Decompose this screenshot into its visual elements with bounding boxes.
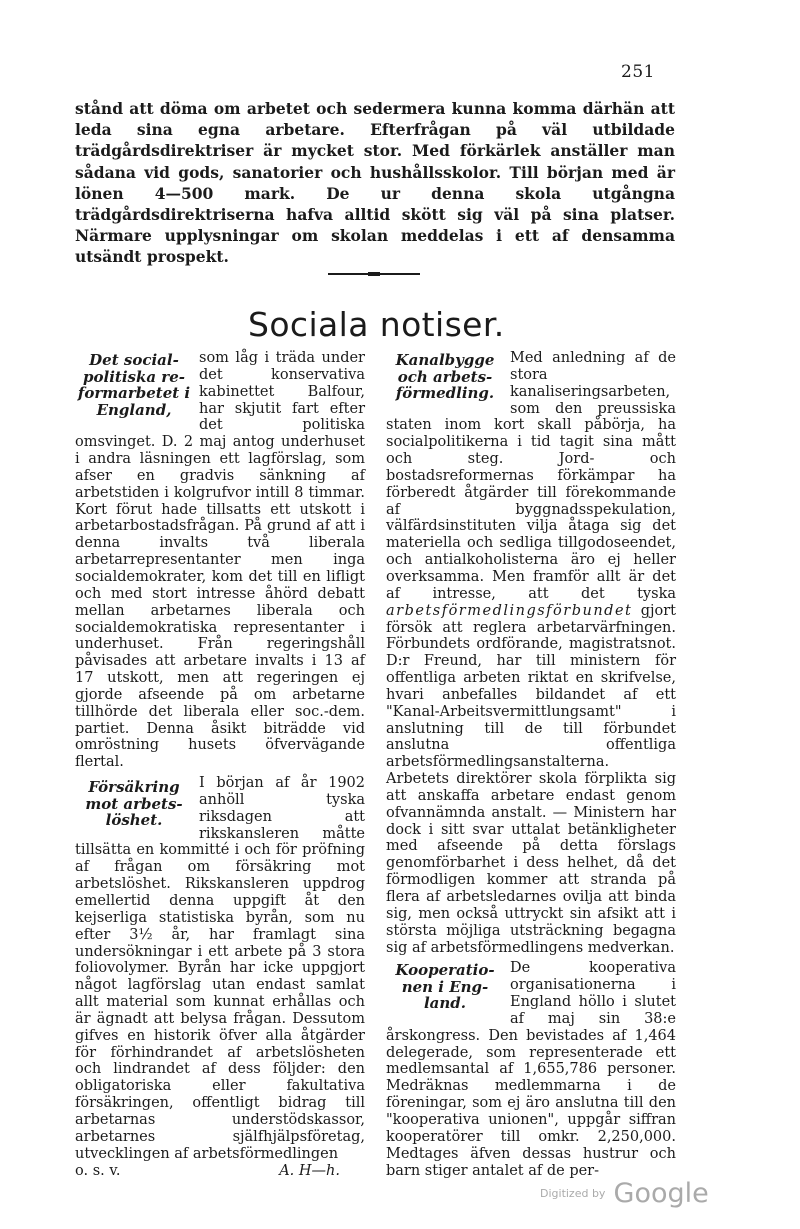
section-title: Sociala notiser.: [248, 305, 505, 344]
notice-unemployment-insurance: [75, 775, 365, 1179]
notice-canal-construction: [386, 350, 676, 956]
notice-text-end: gjort försök att reglera arbetarvärfningen. Förbundets ordförande, magistratsnot. D:r Freund, har till ministern för offentliga arbeten riktat en skrifvelse, hvari anbefalles bildandet af ett "Kanal-Arbeitsvermittlungsamt" i anslutning till de till förbundet anslutna offentliga arbetsförmedlingsanstalterna. Arbetets direktörer skola förplikta sig att anskaffa arbetare endast genom ofvannämnda anstalt. — Ministern har dock i sitt svar uttalat betänkligheter med afseende på detta förslags genomförbarhet i dess helhet, då det förmodligen kommer att stranda på flera af arbetsledarnes ovilja att binda sig, men också uttryckt sin afsikt att i största möjliga utsträckning begagna sig af arbetsförmedlingens medverkan.: [386, 602, 676, 956]
spaced-term: arbetsförmedlingsförbundet: [386, 602, 633, 619]
notice-signature-line: [75, 1163, 365, 1180]
notice-text: som låg i träda under det konservativa kabinettet Balfour, har skjutit fart efter det politiska omsvinget. D. 2 maj antog underhuset i andra läsningen ett lagförslag, som afser en gradvis sänkning af arbetstiden i kolgrufvor intill 8 timmar. Kort förut hade tillsatts ett utskott i arbetarbostadsfrågan. På grund af att i denna invalts två liberala arbetarrepresentanter men inga socialdemokrater, kom det till en lifligt och med stort intresse åhörd debatt mellan arbetarnes liberala och socialdemokratiska representanter i underhuset. Från regeringshåll påvisades att arbetare invalts i 13 af 17 utskott, men att regeringen ej gjorde afseende på om arbetarne tillhörde det liberala eller soc.-dem. partiet. Denna åsikt biträdde vid omröstning husets öfvervägande flertal.: [75, 350, 365, 771]
google-logo: Google: [613, 1178, 709, 1209]
section-divider: [328, 273, 420, 275]
page-number: 251: [621, 62, 655, 82]
left-column: [75, 350, 365, 1179]
digitization-watermark: [540, 1178, 709, 1209]
notice-text-start: Med anledning af de stora kanaliseringsarbeten, som den preussiska staten inom kort skall påbörja, ha socialpolitikerna i tid tagit sina mått och steg. Jord- och bostadsreformernas förkämpar ha förberedt åtgärder till förekommande af byggnadsspekulation, välfärdsinstituten vilja åtaga sig det materiella och sedliga tillgodoseendet, och antialkoholisterna äro ej heller overksamma. Men framför allt är det af intresse, att det tyska: [386, 350, 676, 602]
notice-social-reform: [75, 350, 365, 771]
notice-cooperation-england: [386, 960, 676, 1179]
digitized-label: Digitized by: [540, 1187, 606, 1200]
notice-text: I början af år 1902 anhöll tyska riksdagen att rikskansleren måtte tillsätta en kommitté i och för pröfning af frågan om försäkring mot arbetslöshet. Rikskansleren uppdrog emellertid denna uppgift åt den kejserliga statistiska byrån, som nu efter 3½ år, har framlagt sina undersökningar i ett arbete på 3 stora foliovolymer. Byrån har icke uppgjort något lagförslag utan endast samlat allt material som kunnat erhållas och är ägnadt att belysa frågan. Dessutom gifves en historik öfver alla åtgärder för förhindrandet af arbetslösheten och lindrandet af dess följder: den obligatoriska eller fakultativa försäkringen, offentligt bidrag till arbetarnas understödskassor, arbetarnes själfhjälpsföretag, utvecklingen af arbetsförmedlingen: [75, 775, 365, 1162]
author-initials: A. H—h.: [279, 1162, 340, 1179]
side-heading: Kooperatio-nen i Eng-land.: [395, 961, 495, 1013]
side-heading: Kanalbygge och arbets-förmedling.: [395, 351, 495, 402]
notice-text: [386, 350, 676, 956]
side-heading: Försäkring mot arbets-löshet.: [85, 778, 183, 830]
intro-paragraph: stånd att döma om arbetet och sedermera kunna komma därhän att leda sina egna arbetare. Efterfrågan på väl utbildade trädgårdsdirektriser är mycket stor. Med förkärlek anställer man sådana vid gods, sanatorier och hushållsskolor. Till början med är lönen 4—500 mark. De ur denna skola utgångna trädgårdsdirektriserna hafva alltid skött sig väl på sina platser. Närmare upplysningar om skolan meddelas i ett af densamma utsändt prospekt.: [75, 99, 675, 267]
notice-text: De kooperativa organisationerna i England höllo i slutet af maj sin 38:e årskongress. Den bevistades af 1,464 delegerade, som representerade ett medlemsantal af 1,655,786 personer. Medräknas medlemmarna i de föreningar, som ej äro anslutna till den "kooperativa unionen", uppgår siffran kooperatörer till omkr. 2,250,000. Medtages äfven dessas hustrur och barn stiger antalet af de per-: [386, 960, 676, 1179]
right-column: [386, 350, 676, 1179]
closing-text: o. s. v.: [75, 1162, 121, 1179]
side-heading: Det social-politiska re-formarbetet i England,: [77, 351, 191, 419]
